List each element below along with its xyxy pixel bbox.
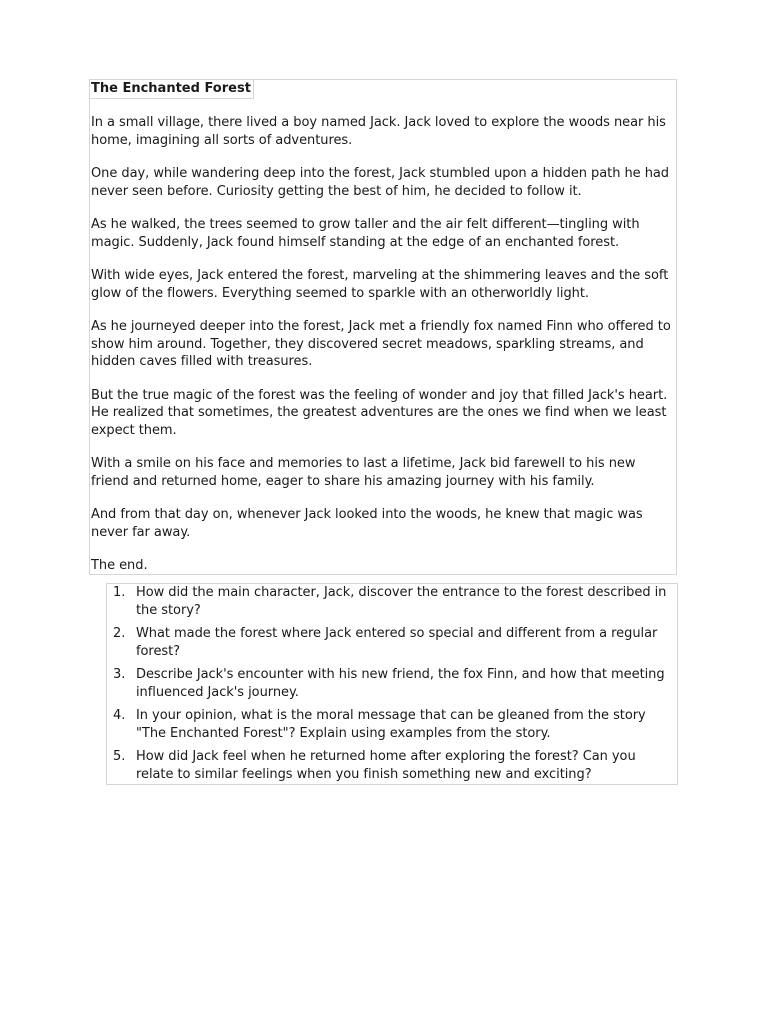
question-item — [107, 707, 677, 742]
question-number: 3. — [113, 667, 126, 682]
question-text: How did the main character, Jack, discover the entrance to the forest described in the story? — [136, 585, 667, 618]
story-paragraph: And from that day on, whenever Jack looked into the woods, he knew that magic was never far away. — [91, 507, 643, 540]
story-box — [89, 79, 677, 575]
question-item — [107, 666, 677, 701]
story-title: The Enchanted Forest — [90, 80, 254, 99]
story-paragraph: One day, while wandering deep into the forest, Jack stumbled upon a hidden path he had never seen before. Curiosity getting the best of him, he decided to follow it. — [91, 166, 670, 199]
question-item — [107, 748, 677, 783]
story-ending: The end. — [91, 558, 148, 573]
story-paragraph: In a small village, there lived a boy named Jack. Jack loved to explore the woods near his home, imagining all sorts of adventures. — [91, 115, 666, 148]
question-text: What made the forest where Jack entered so special and different from a regular forest? — [136, 626, 658, 659]
question-number: 1. — [113, 585, 126, 600]
question-number: 2. — [113, 626, 126, 641]
question-text: Describe Jack's encounter with his new friend, the fox Finn, and how that meeting influenced Jack's journey. — [136, 667, 665, 700]
question-item — [107, 625, 677, 660]
question-item — [107, 584, 677, 619]
story-paragraph: As he journeyed deeper into the forest, Jack met a friendly fox named Finn who offered to show him around. Together, they discovered secret meadows, sparkling streams, and hidden caves filled with treasures. — [91, 319, 671, 369]
question-text: In your opinion, what is the moral message that can be gleaned from the story "The Enchanted Forest"? Explain using examples from the story. — [136, 708, 646, 741]
story-body — [91, 114, 676, 575]
question-text: How did Jack feel when he returned home after exploring the forest? Can you relate to similar feelings when you finish something new and exciting? — [136, 749, 636, 782]
story-paragraph: As he walked, the trees seemed to grow taller and the air felt different—tingling with magic. Suddenly, Jack found himself standing at the edge of an enchanted forest. — [91, 217, 640, 250]
questions-box — [106, 583, 678, 785]
story-paragraph: With a smile on his face and memories to last a lifetime, Jack bid farewell to his new friend and returned home, eager to share his amazing journey with his family. — [91, 456, 636, 489]
question-list — [107, 584, 677, 789]
question-number: 4. — [113, 708, 126, 723]
story-paragraph: But the true magic of the forest was the feeling of wonder and joy that filled Jack's heart. He realized that sometimes, the greatest adventures are the ones we find when we least expect them. — [91, 387, 668, 438]
question-number: 5. — [113, 749, 126, 764]
story-paragraph: With wide eyes, Jack entered the forest, marveling at the shimmering leaves and the soft glow of the flowers. Everything seemed to sparkle with an otherworldly light. — [91, 268, 669, 301]
